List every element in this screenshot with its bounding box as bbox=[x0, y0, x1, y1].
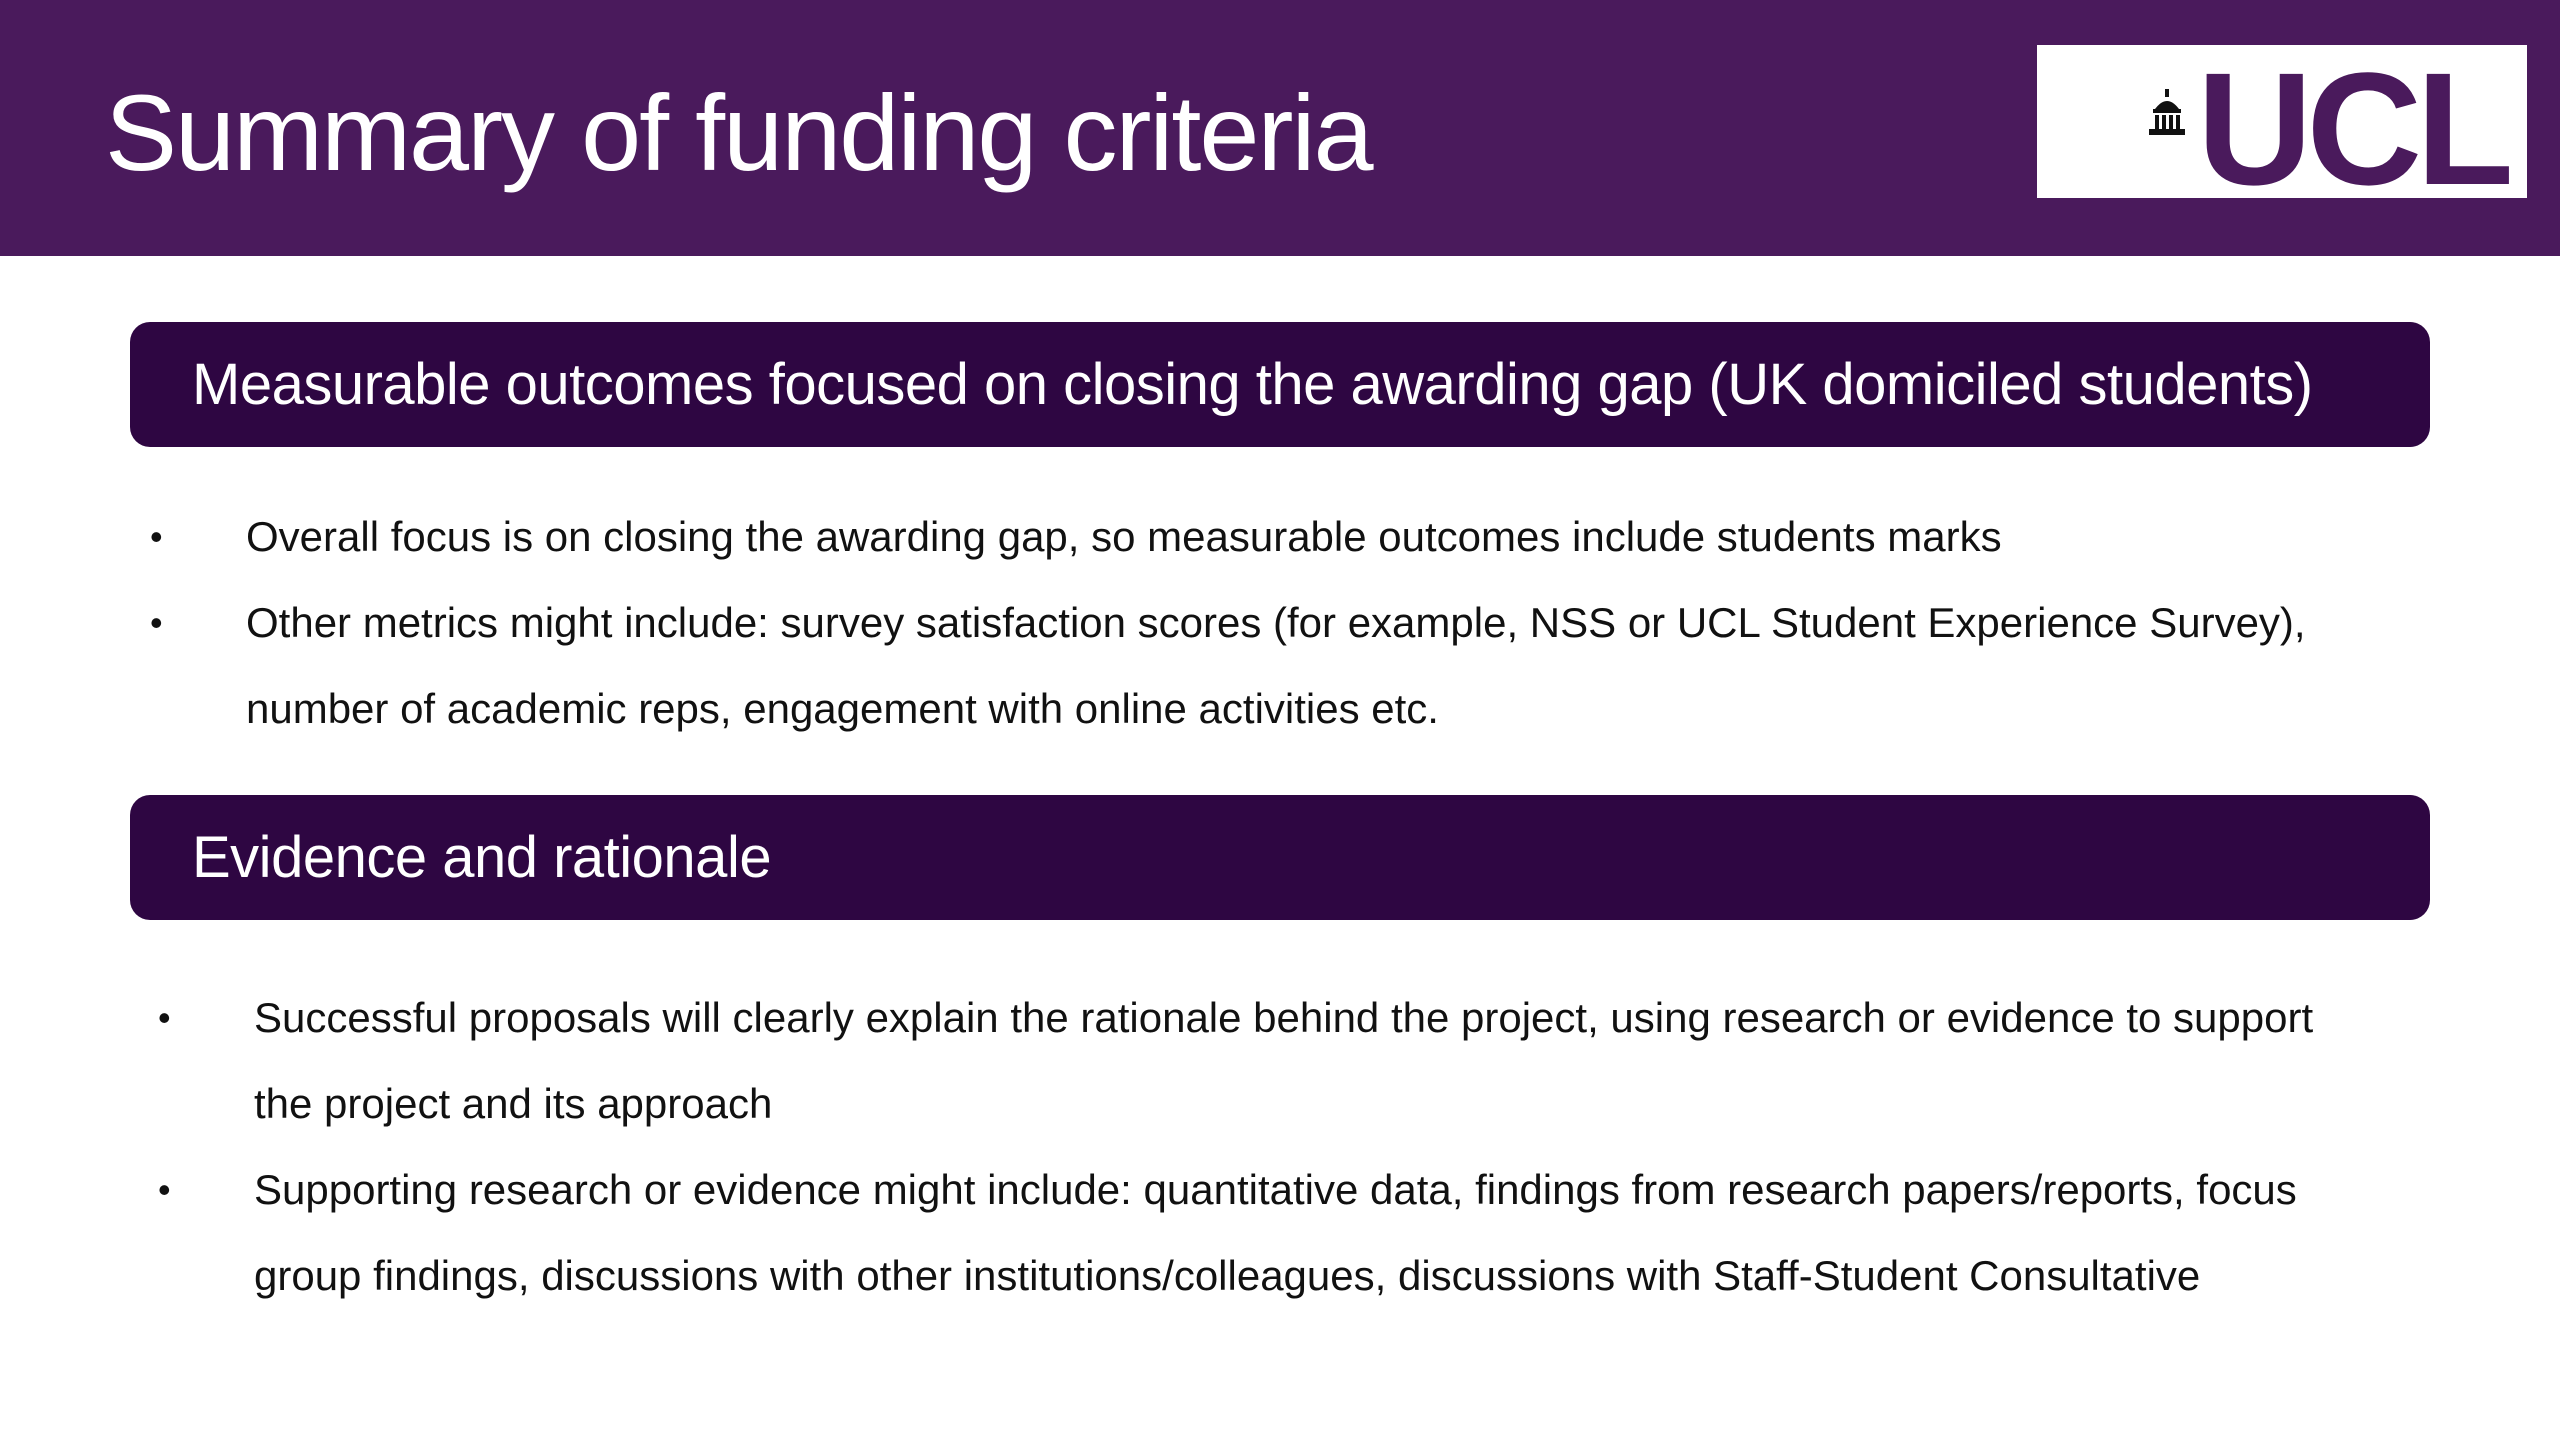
bullet-item bbox=[158, 1147, 2348, 1319]
bullet-dot-icon: • bbox=[150, 602, 163, 643]
page-title: Summary of funding criteria bbox=[105, 72, 1372, 193]
bullet-text: Other metrics might include: survey satisfaction scores (for example, NSS or UCL Student Experience Survey), number of academic reps, engagement with online activities etc. bbox=[246, 599, 2306, 732]
bullet-text: Successful proposals will clearly explain the rationale behind the project, using research or evidence to support the project and its approach bbox=[254, 994, 2314, 1127]
bullet-item bbox=[158, 975, 2348, 1147]
bullet-item bbox=[150, 494, 2390, 580]
section-bar-measurable-outcomes bbox=[130, 322, 2430, 447]
section-title: Measurable outcomes focused on closing the awarding gap (UK domiciled students) bbox=[192, 352, 2313, 417]
section-bar-evidence-rationale bbox=[130, 795, 2430, 920]
ucl-logo-text: UCL bbox=[2197, 39, 2508, 218]
bullet-dot-icon: • bbox=[150, 516, 163, 557]
bullet-list-outcomes bbox=[150, 494, 2390, 752]
bullet-text: Supporting research or evidence might include: quantitative data, findings from research papers/reports, focus group findings, discussions with other institutions/colleagues, discussions with Staff-Student Consultative bbox=[254, 1166, 2297, 1299]
portico-dome-icon bbox=[2147, 89, 2187, 137]
ucl-logo bbox=[2037, 39, 2527, 218]
bullet-dot-icon: • bbox=[158, 997, 171, 1038]
bullet-list-evidence bbox=[158, 975, 2348, 1319]
bullet-dot-icon: • bbox=[158, 1169, 171, 1210]
section-title: Evidence and rationale bbox=[192, 825, 772, 890]
slide-header bbox=[0, 0, 2560, 256]
bullet-item bbox=[150, 580, 2390, 752]
bullet-text: Overall focus is on closing the awarding gap, so measurable outcomes include students marks bbox=[246, 513, 2002, 560]
